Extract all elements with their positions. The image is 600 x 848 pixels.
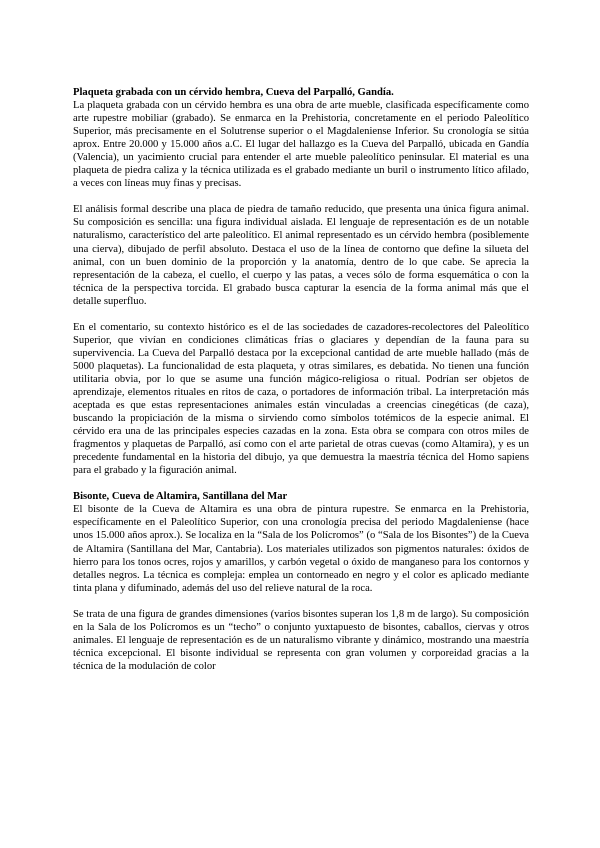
section-gap	[73, 477, 529, 490]
paragraph: La plaqueta grabada con un cérvido hembra es una obra de arte mueble, clasificada específicamente como arte rupestre mobiliar (grabado). Se enmarca en la Prehistoria, concretamente en el periodo Paleolítico Superior, más precisamente en el Solutrense superior o el Magdaleniense Inferior. Su cronología se sitúa aprox. Entre 20.000 y 15.000 años a.C. El lugar del hallazgo es la Cueva del Parpalló, ubicada en Gandía (Valencia), un yacimiento crucial para entender el arte mueble paleolítico peninsular. El material es una plaqueta de piedra caliza y la técnica utilizada es el grabado mediante un buril o instrumento lítico afilado, a veces con líneas muy finas y precisas.	[73, 100, 529, 190]
paragraph: En el comentario, su contexto histórico es el de las sociedades de cazadores-recolectores del Paleolítico Superior, que vivían en condiciones climáticas frías o glaciares y dependían de la fauna para su supervivencia. La Cueva del Parpalló destaca por la excepcional cantidad de arte mueble hallado (más de 5000 plaquetas). La funcionalidad de esta plaqueta, y otras similares, es debatida. No tienen una función utilitaria obvia, por lo que se asume una función mágico-religiosa o ritual. Podrían ser objetos de aprendizaje, elementos rituales en ritos de caza, o portadores de información tribal. La interpretación más aceptada es que estas representaciones animales están vinculadas a creencias cinegéticas (de caza), buscando la propiciación de la misma o sirviendo como símbolos totémicos de la especie animal. El cérvido era una de las principales especies cazadas en la zona. Esta obra se compara con otros miles de fragmentos y plaquetas de Parpalló, así como con el arte parietal de otras cuevas (como Altamira), y es un precedente fundamental en la historia del dibujo, ya que demuestra la maestría técnica del Homo sapiens para el grabado y la figuración animal.	[73, 321, 529, 477]
paragraph: Se trata de una figura de grandes dimensiones (varios bisontes superan los 1,8 m de largo). Su composición en la Sala de los Polícromos es un “techo” o conjunto yuxtapuesto de bisontes, caballos, ciervas y otros animales. El lenguaje de representación es de un naturalismo vibrante y dinámico, mostrando una maestría técnica excepcional. El bisonte individual se representa con gran volumen y corporeidad gracias a la técnica de la modulación de color	[73, 608, 529, 672]
paragraph-gap	[73, 595, 529, 608]
paragraph-gap	[73, 190, 529, 203]
document-page	[73, 86, 529, 673]
section-parpallo	[73, 86, 529, 477]
section-heading: Plaqueta grabada con un cérvido hembra, Cueva del Parpalló, Gandía.	[73, 87, 394, 98]
section-altamira	[73, 490, 529, 673]
paragraph: El análisis formal describe una placa de piedra de tamaño reducido, que presenta una única figura animal. Su composición es sencilla: una figura individual aislada. El lenguaje de representación es de un notable naturalismo, característico del arte paleolítico. El animal representado es un cérvido hembra (posiblemente una cierva), dibujado de perfil absoluto. Destaca el uso de la línea de contorno que define la silueta del animal, con un buen dominio de la proporción y la anatomía, dentro de lo que cabe. Se aprecia la representación de la cabeza, el cuello, el cuerpo y las patas, a veces sólo de forma esquemática o con la técnica de la perspectiva torcida. El grabado busca capturar la esencia de la forma animal más que el detalle superfluo.	[73, 204, 529, 307]
paragraph-gap	[73, 308, 529, 321]
paragraph: El bisonte de la Cueva de Altamira es una obra de pintura rupestre. Se enmarca en la Prehistoria, específicamente en el Paleolítico Superior, con una cronología precisa del periodo Magdaleniense (hace unos 15.000 años aprox.). Se localiza en la “Sala de los Polícromos” (o “Sala de los Bisontes”) de la Cueva de Altamira (Santillana del Mar, Cantabria). Los materiales utilizados son pigmentos naturales: óxidos de hierro para los tonos ocres, rojos y amarillos, y carbón vegetal o óxido de manganeso para los contornos y detalles negros. La técnica es compleja: emplea un contorneado en negro y el color es aplicado mediante tinta plana y difuminado, además del uso del relieve natural de la roca.	[73, 504, 529, 594]
section-heading: Bisonte, Cueva de Altamira, Santillana del Mar	[73, 491, 288, 503]
